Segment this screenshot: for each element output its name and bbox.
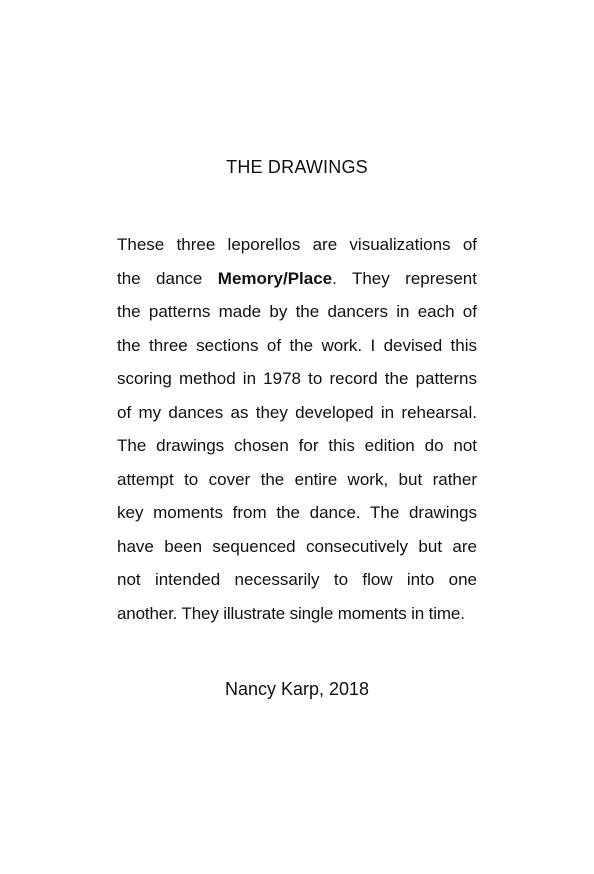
paragraph-line: These three leporellos are visualizations of	[117, 235, 477, 254]
paragraph-line: another. They illustrate single moments in time.	[117, 603, 465, 623]
body-paragraph	[117, 228, 477, 630]
paragraph-line: the patterns made by the dancers in each of	[117, 302, 477, 321]
paragraph-line: key moments from the dance. The drawings	[117, 503, 477, 522]
paragraph-line: not intended necessarily to flow into one	[117, 570, 477, 589]
paragraph-line: attempt to cover the entire work, but rather	[117, 469, 477, 489]
paragraph-line: have been sequenced consecutively but are	[117, 536, 477, 556]
paragraph-line: the dance Memory/Place. They represent	[117, 268, 477, 288]
paragraph-line: of my dances as they developed in rehearsal.	[117, 402, 477, 422]
page-title: THE DRAWINGS	[226, 157, 368, 177]
paragraph-line: The drawings chosen for this edition do not	[117, 436, 477, 455]
paragraph-line: scoring method in 1978 to record the patterns	[117, 369, 477, 388]
author-signature: Nancy Karp, 2018	[224, 679, 370, 699]
paragraph-line: the three sections of the work. I devised this	[117, 335, 477, 355]
dance-title-bold: Memory/Place	[217, 268, 333, 288]
